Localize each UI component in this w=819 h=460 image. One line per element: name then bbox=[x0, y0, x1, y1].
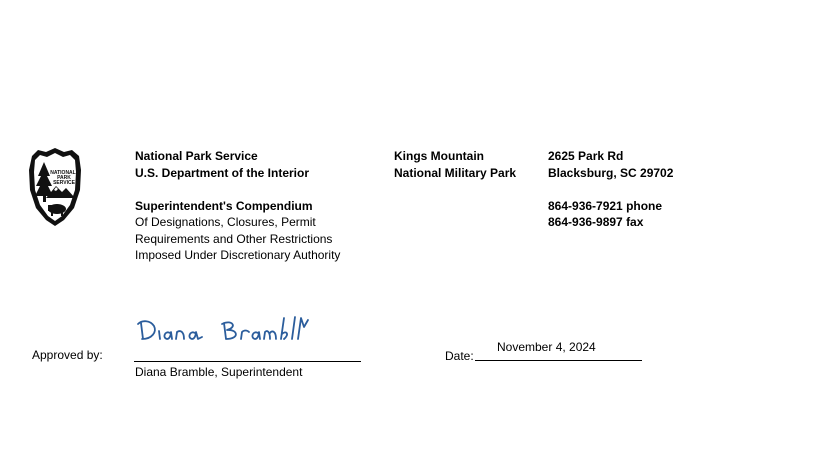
park-name-line1: Kings Mountain bbox=[394, 149, 484, 163]
document-title: Superintendent's Compendium bbox=[135, 199, 313, 213]
nps-arrowhead-logo bbox=[24, 146, 86, 228]
date-value: November 4, 2024 bbox=[497, 340, 596, 354]
document-subtitle-line1: Of Designations, Closures, Permit bbox=[135, 215, 316, 229]
arrowhead-icon bbox=[24, 146, 86, 228]
document-subtitle-line2: Requirements and Other Restrictions bbox=[135, 232, 333, 246]
address-line2: Blacksburg, SC 29702 bbox=[548, 166, 674, 180]
phone-number: 864-936-7921 phone bbox=[548, 199, 663, 213]
logo-text-national: NATIONAL bbox=[50, 170, 76, 176]
handwritten-signature bbox=[132, 312, 312, 348]
signer-name-title: Diana Bramble, Superintendent bbox=[135, 365, 303, 379]
approved-by-label: Approved by: bbox=[32, 348, 103, 362]
department-name: U.S. Department of the Interior bbox=[135, 166, 310, 180]
signature-line bbox=[134, 361, 361, 362]
date-label: Date: bbox=[445, 349, 474, 363]
park-name-line2: National Military Park bbox=[394, 166, 517, 180]
logo-text-service: SERVICE bbox=[53, 180, 75, 186]
logo-text-park: PARK bbox=[57, 175, 71, 181]
address-line1: 2625 Park Rd bbox=[548, 149, 624, 163]
fax-number: 864-936-9897 fax bbox=[548, 215, 644, 229]
date-line bbox=[475, 360, 642, 361]
document-subtitle-line3: Imposed Under Discretionary Authority bbox=[135, 248, 341, 262]
agency-name: National Park Service bbox=[135, 149, 258, 163]
